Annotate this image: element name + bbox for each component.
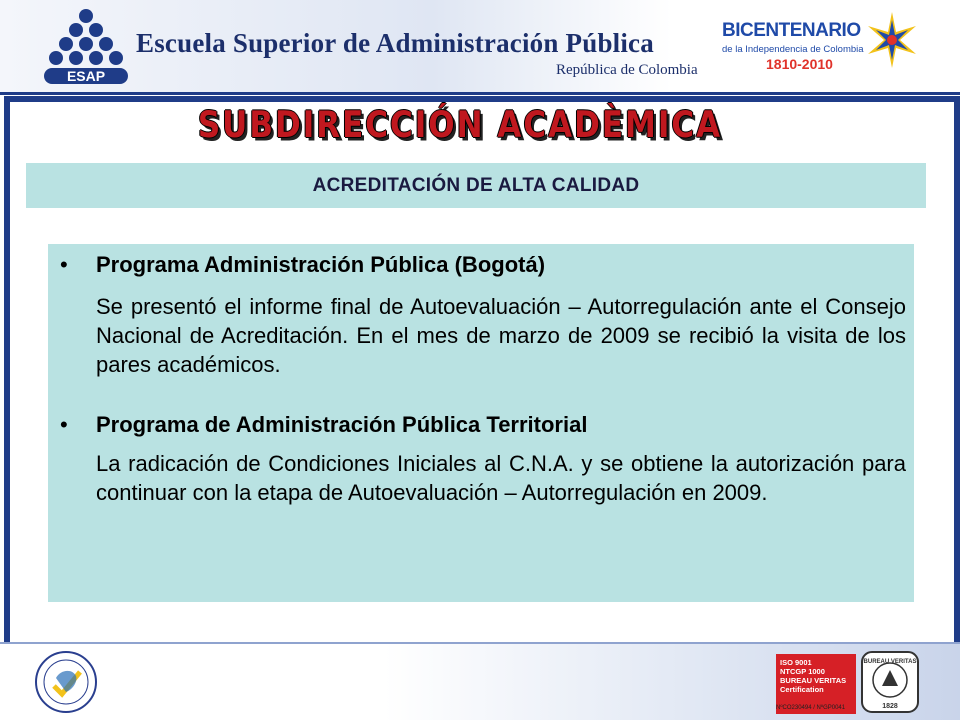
cert-line: ISO 9001 [780, 658, 812, 667]
quality-seal-icon [34, 650, 98, 714]
header-banner [0, 0, 960, 92]
cert-line: Certification [780, 685, 824, 694]
item-heading: Programa Administración Pública (Bogotá) [96, 252, 546, 277]
bullet: • [60, 412, 68, 437]
svg-text:1828: 1828 [882, 703, 898, 710]
bicentenario-title: BICENTENARIO [722, 20, 861, 41]
country-label: República de Colombia [556, 62, 698, 78]
certification-code: NºCO230494 / NºGP0041 [776, 705, 846, 711]
esap-logo-icon [40, 6, 132, 86]
bicentenario-subtitle: de la Independencia de Colombia [722, 44, 864, 55]
content-panel [48, 244, 914, 602]
bureau-veritas-seal-icon [860, 650, 920, 714]
bicentenario-star-icon [864, 8, 920, 72]
item-body: La radicación de Condiciones Iniciales al C.N.A. y se obtiene la autorización para continuar con la etapa de Autoevaluación – Autorregulación en 2009. [96, 451, 906, 505]
school-name: Escuela Superior de Administración Pública [136, 28, 654, 58]
svg-text:BUREAU VERITAS: BUREAU VERITAS [863, 659, 917, 665]
cert-line: NTCGP 1000 [780, 667, 825, 676]
header-divider [0, 92, 960, 95]
bicentenario-years: 1810-2010 [766, 56, 833, 72]
section-title: ACREDITACIÓN DE ALTA CALIDAD [26, 163, 926, 208]
bullet: • [60, 252, 68, 277]
item-heading: Programa de Administración Pública Territorial [96, 412, 588, 437]
item-body: Se presentó el informe final de Autoevaluación – Autorregulación ante el Consejo Nacional de Acreditación. En el mes de marzo de 2009 se recibió la visita de los pares académicos. [96, 294, 906, 377]
department-title: SUBDIRECCIÓN ACADÈMICA [197, 104, 723, 147]
cert-line: BUREAU VERITAS [780, 676, 847, 685]
svg-text:ESAP: ESAP [66, 68, 106, 84]
bicentenario-logo [722, 14, 922, 84]
